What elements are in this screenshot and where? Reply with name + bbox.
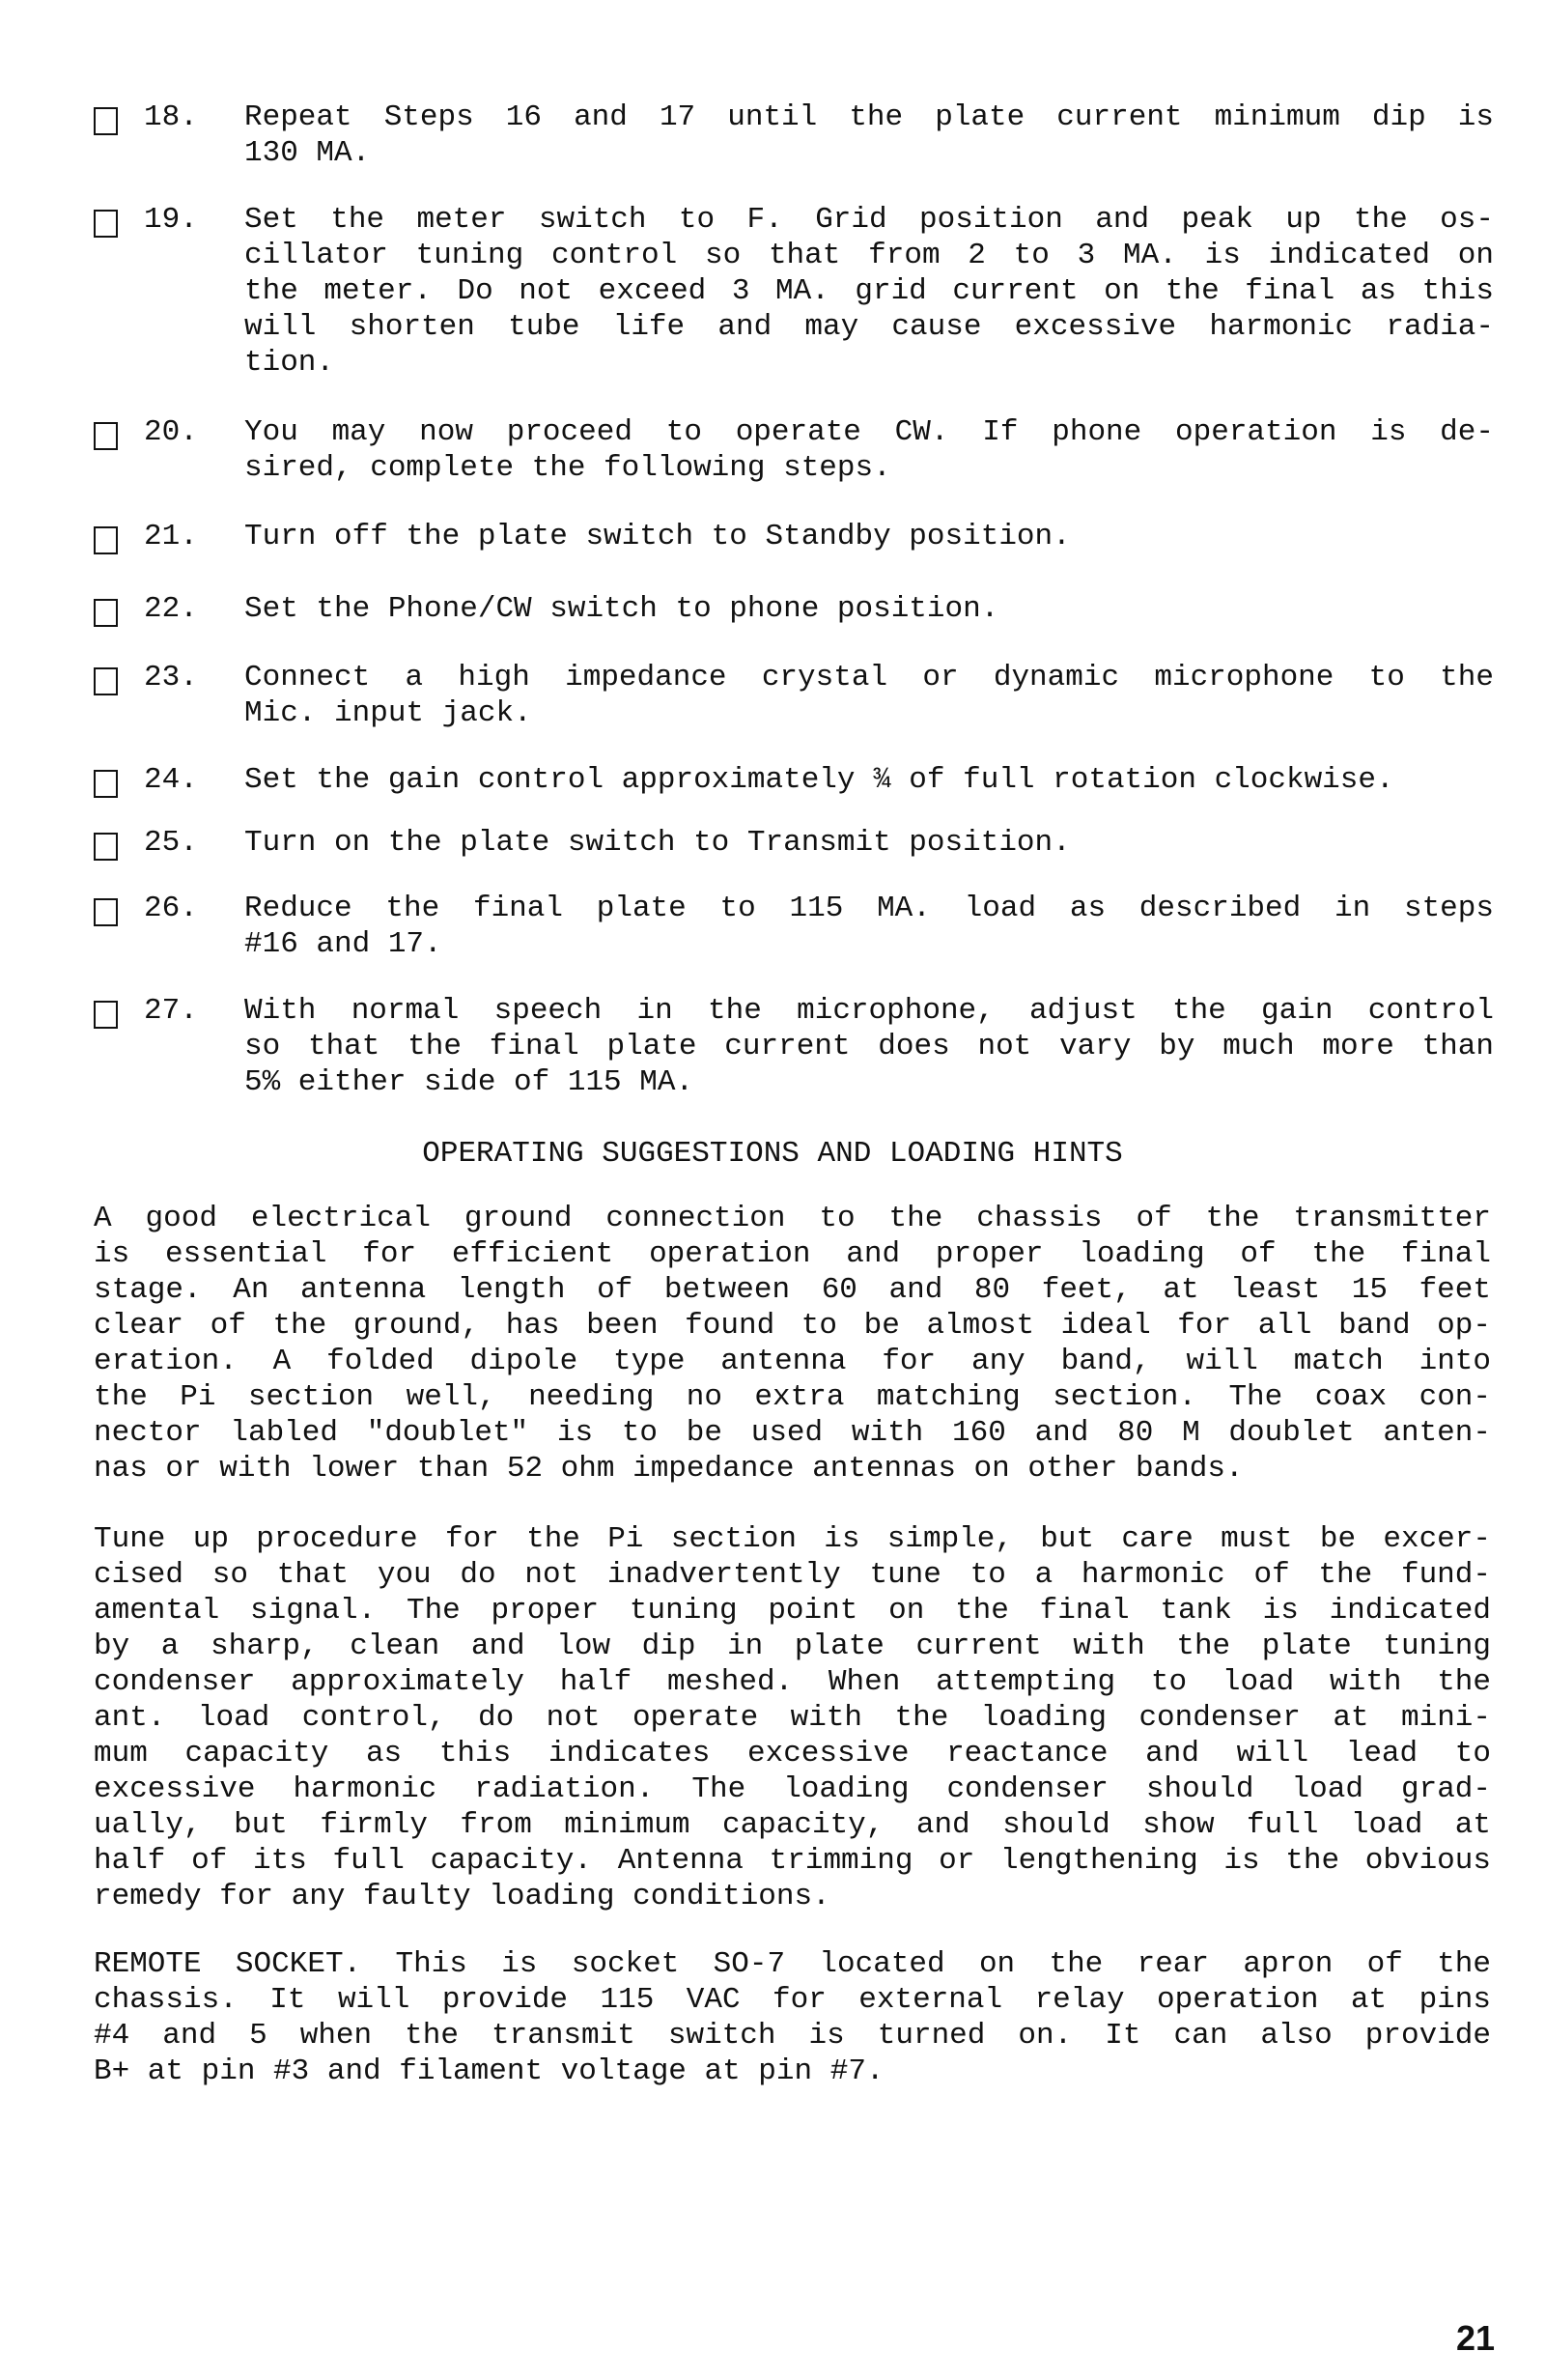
paragraph-line: is essential for efficient operation and proper loading of the final [94, 1237, 1491, 1271]
checkbox[interactable] [94, 526, 118, 554]
step-text-line: cillator tuning control so that from 2 to 3 MA. is indicated on [244, 239, 1494, 272]
paragraph-line: Tune up procedure for the Pi section is simple, but care must be excer- [94, 1522, 1491, 1556]
step-text-line: You may now proceed to operate CW. If phone operation is de- [244, 415, 1494, 449]
checkbox[interactable] [94, 667, 118, 695]
step-text-line: tion. [244, 346, 335, 380]
step-number: 25. [144, 826, 198, 860]
step-number: 18. [144, 100, 198, 134]
step-number: 22. [144, 592, 198, 626]
checkbox[interactable] [94, 1001, 118, 1029]
paragraph-line: nas or with lower than 52 ohm impedance antennas on other bands. [94, 1452, 1244, 1486]
step-number: 19. [144, 203, 198, 237]
step-text-line: Repeat Steps 16 and 17 until the plate current minimum dip is [244, 100, 1494, 134]
step-text-line: #16 and 17. [244, 927, 442, 961]
step-number: 20. [144, 415, 198, 449]
paragraph-line: nector labled "doublet" is to be used with 160 and 80 M doublet anten- [94, 1416, 1491, 1450]
paragraph-line: stage. An antenna length of between 60 and 80 feet, at least 15 feet [94, 1273, 1491, 1307]
step-text-line: will shorten tube life and may cause excessive harmonic radia- [244, 310, 1494, 344]
paragraph-line: cised so that you do not inadvertently tune to a harmonic of the fund- [94, 1558, 1491, 1592]
step-number: 21. [144, 520, 198, 553]
paragraph-line: by a sharp, clean and low dip in plate current with the plate tuning [94, 1629, 1491, 1663]
checkbox[interactable] [94, 770, 118, 798]
paragraph-line: REMOTE SOCKET. This is socket SO-7 located on the rear apron of the [94, 1947, 1491, 1981]
step-text-line: sired, complete the following steps. [244, 451, 891, 485]
paragraph-line: mum capacity as this indicates excessive reactance and will lead to [94, 1737, 1491, 1771]
checkbox[interactable] [94, 107, 118, 135]
step-text-line: Mic. input jack. [244, 696, 532, 730]
step-text-line: With normal speech in the microphone, adjust the gain control [244, 994, 1494, 1028]
paragraph-line: the Pi section well, needing no extra matching section. The coax con- [94, 1380, 1491, 1414]
step-number: 27. [144, 994, 198, 1028]
checkbox[interactable] [94, 599, 118, 627]
paragraph-line: remedy for any faulty loading conditions. [94, 1880, 830, 1913]
step-text-line: Set the meter switch to F. Grid position and peak up the os- [244, 203, 1494, 237]
step-text-line: 130 MA. [244, 136, 371, 170]
paragraph-line: chassis. It will provide 115 VAC for external relay operation at pins [94, 1983, 1491, 2017]
paragraph-line: excessive harmonic radiation. The loading condenser should load grad- [94, 1772, 1491, 1806]
paragraph-line: condenser approximately half meshed. When attempting to load with the [94, 1665, 1491, 1699]
step-number: 23. [144, 661, 198, 694]
paragraph-line: ant. load control, do not operate with the loading condenser at mini- [94, 1701, 1491, 1735]
step-text-line: Turn on the plate switch to Transmit position. [244, 826, 1071, 860]
paragraph [94, 1521, 1491, 1914]
paragraph [94, 1201, 1491, 1487]
step-text-line: 5% either side of 115 MA. [244, 1065, 694, 1099]
paragraph-line: eration. A folded dipole type antenna for any band, will match into [94, 1345, 1491, 1378]
paragraph-line: ually, but firmly from minimum capacity, and should show full load at [94, 1808, 1491, 1842]
step-text-line: Set the Phone/CW switch to phone position. [244, 592, 999, 626]
page-number: 21 [1456, 2318, 1496, 2358]
paragraph-line: B+ at pin #3 and filament voltage at pin #7. [94, 2054, 885, 2088]
paragraph-line: #4 and 5 when the transmit switch is turned on. It can also provide [94, 2019, 1491, 2053]
checkbox[interactable] [94, 833, 118, 861]
paragraph-line: clear of the ground, has been found to be almost ideal for all band op- [94, 1309, 1491, 1343]
step-number: 24. [144, 763, 198, 797]
paragraph-line: amental signal. The proper tuning point on the final tank is indicated [94, 1594, 1491, 1628]
step-text-line: the meter. Do not exceed 3 MA. grid current on the final as this [244, 274, 1494, 308]
step-number: 26. [144, 892, 198, 925]
step-text-line: Connect a high impedance crystal or dynamic microphone to the [244, 661, 1494, 694]
paragraph-line: half of its full capacity. Antenna trimming or lengthening is the obvious [94, 1844, 1491, 1878]
section-heading: OPERATING SUGGESTIONS AND LOADING HINTS [422, 1137, 1123, 1171]
step-text-line: Set the gain control approximately ¾ of full rotation clockwise. [244, 763, 1394, 797]
checkbox[interactable] [94, 898, 118, 926]
step-text-line: Reduce the final plate to 115 MA. load as described in steps [244, 892, 1494, 925]
checkbox[interactable] [94, 210, 118, 238]
checkbox[interactable] [94, 422, 118, 450]
step-text-line: so that the final plate current does not vary by much more than [244, 1030, 1494, 1063]
paragraph-line: A good electrical ground connection to the chassis of the transmitter [94, 1202, 1491, 1235]
paragraph [94, 1946, 1491, 2089]
step-text-line: Turn off the plate switch to Standby position. [244, 520, 1071, 553]
